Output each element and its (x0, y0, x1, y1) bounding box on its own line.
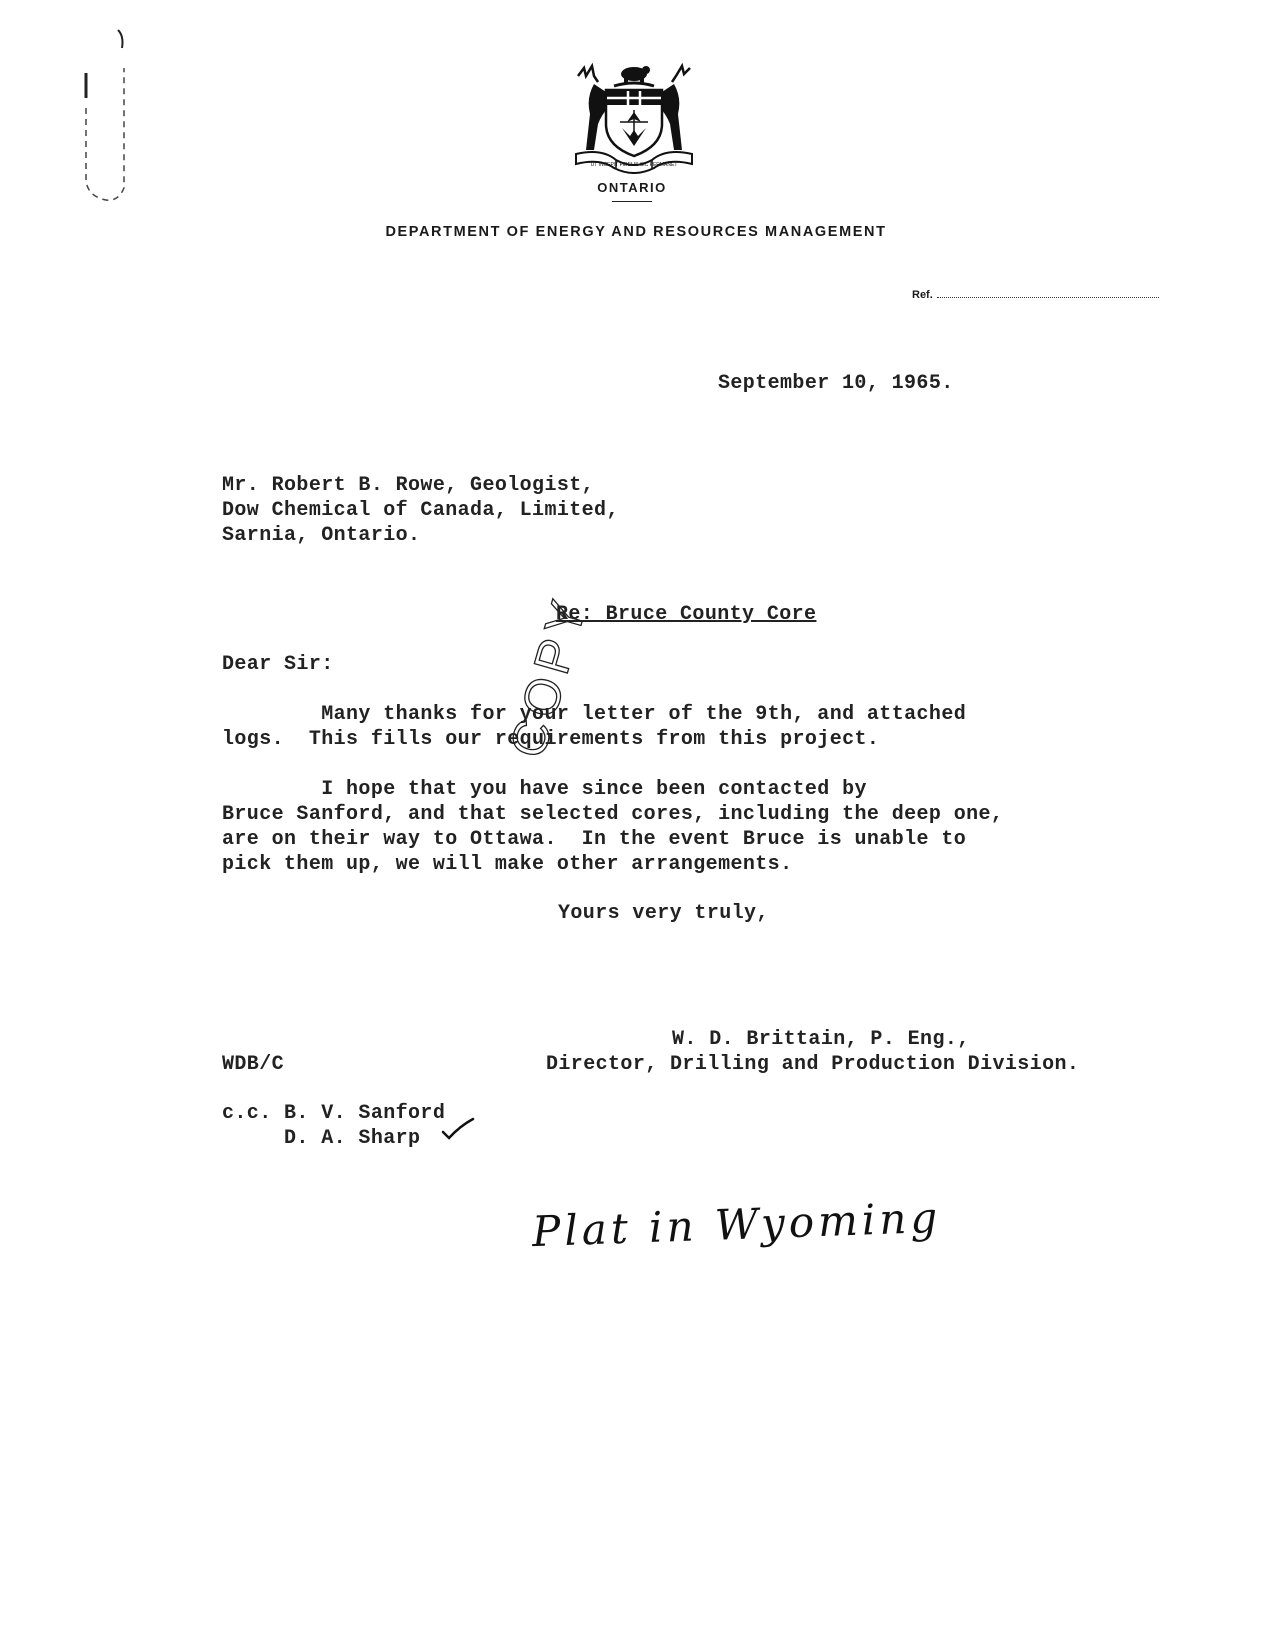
svg-text:UT INCEPIT FIDELIS SIC PERMANE: UT INCEPIT FIDELIS SIC PERMANET (590, 162, 678, 168)
divider (612, 201, 652, 202)
signature-name: W. D. Brittain, P. Eng., (672, 1028, 970, 1051)
handwritten-note: Plat in Wyoming (531, 1192, 942, 1257)
department-name: DEPARTMENT OF ENERGY AND RESOURCES MANAGEMENT (385, 224, 887, 240)
addressee-line: Sarnia, Ontario. (222, 524, 421, 547)
typist-initials: WDB/C (222, 1053, 285, 1076)
copy-stamp: COPY (498, 588, 599, 764)
province-name: ONTARIO (597, 180, 667, 195)
body-line: I hope that you have since been contacted by (222, 778, 867, 801)
closing: Yours very truly, (558, 902, 769, 925)
cc-line: D. A. Sharp (222, 1127, 421, 1150)
letter-date: September 10, 1965. (718, 372, 954, 395)
addressee-line: Dow Chemical of Canada, Limited, (222, 499, 619, 522)
subject-line: Re: Bruce County Core (556, 603, 817, 626)
signature-title: Director, Drilling and Production Division. (546, 1053, 1080, 1076)
body-line: Bruce Sanford, and that selected cores, including the deep one, (222, 803, 1004, 826)
cc-line: c.c. B. V. Sanford (222, 1102, 446, 1125)
binder-marks (78, 28, 138, 208)
body-line: logs. This fills our requirements from this project. (222, 728, 880, 751)
ontario-coat-of-arms-icon (572, 62, 696, 174)
body-line: pick them up, we will make other arrangements. (222, 853, 793, 876)
body-line: Many thanks for your letter of the 9th, and attached (222, 703, 967, 726)
addressee-line: Mr. Robert B. Rowe, Geologist, (222, 474, 595, 497)
check-mark-icon (440, 1116, 476, 1142)
ref-dotted-line (937, 297, 1159, 298)
body-line: are on their way to Ottawa. In the event Bruce is unable to (222, 828, 967, 851)
salutation: Dear Sir: (222, 653, 334, 676)
ref-label: Ref. (912, 289, 933, 301)
